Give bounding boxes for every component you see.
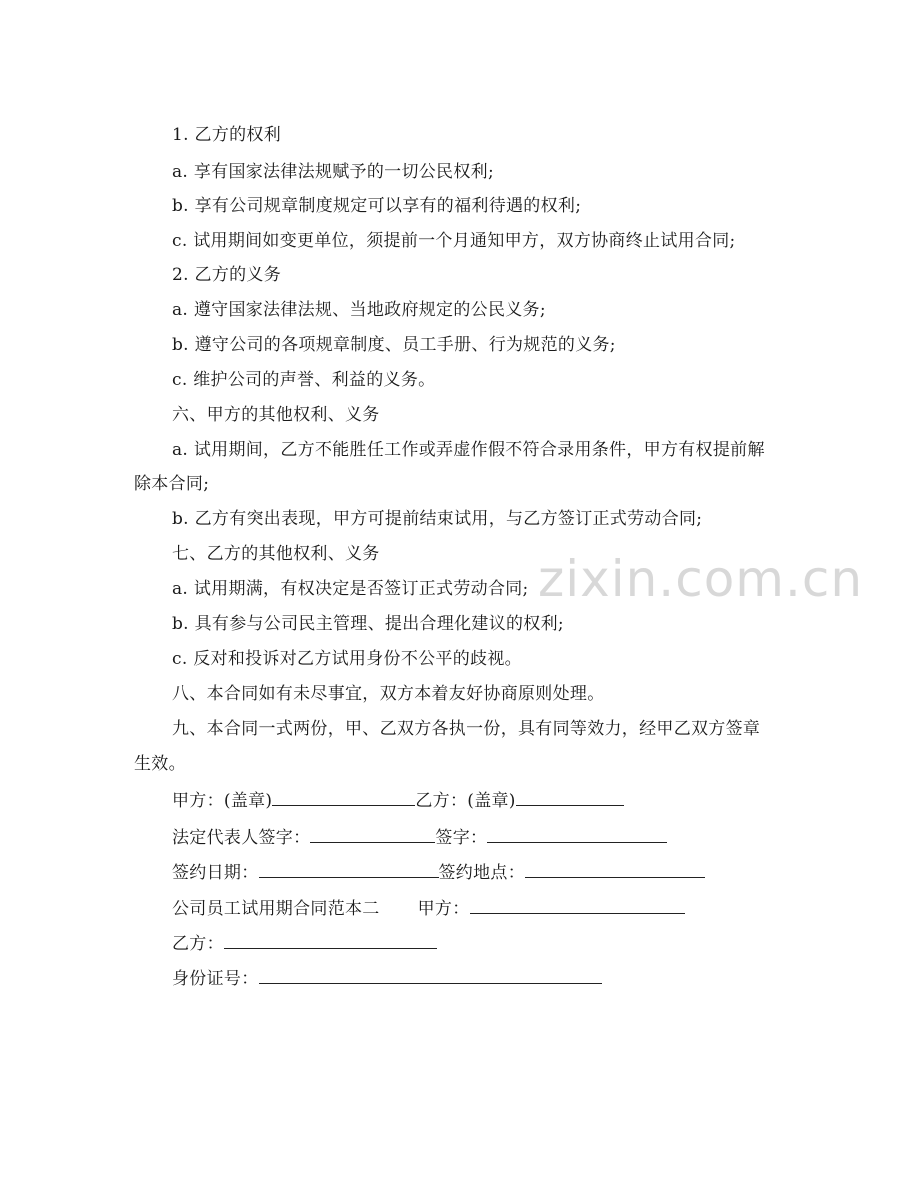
watermark: zixin.com.cn [538, 550, 864, 608]
sign-date-blank [259, 861, 439, 878]
clause-text: 九、本合同一式两份，甲、乙双方各执一份，具有同等效力，经甲乙双方签章 [172, 719, 761, 739]
sign-place-blank [525, 861, 705, 878]
clause-text: b. 具有参与公司民主管理、提出合理化建议的权利; [172, 614, 564, 634]
signature-row-date [172, 861, 705, 885]
party-a-seal-blank [272, 789, 415, 806]
template-two-title: 公司员工试用期合同范本二 [172, 899, 380, 919]
template-two-row [172, 897, 685, 921]
party-b-seal-blank [516, 789, 624, 806]
party-b-label: 乙方： [172, 934, 224, 954]
clause-text-continued: 生效。 [134, 754, 186, 774]
section-heading: 七、乙方的其他权利、义务 [172, 544, 380, 564]
party-b-seal-label: 乙方：(盖章) [415, 791, 516, 811]
legal-rep-sign-blank [310, 826, 435, 843]
clause-text: a. 享有国家法律法规赋予的一切公民权利; [172, 162, 494, 182]
sign-label: 签字： [435, 828, 488, 848]
party-a-blank [470, 897, 685, 914]
clause-text-continued: 除本合同; [134, 474, 210, 494]
clause-text: a. 遵守国家法律法规、当地政府规定的公民义务; [172, 300, 546, 320]
sign-date-label: 签约日期： [172, 863, 259, 883]
clause-text: c. 反对和投诉对乙方试用身份不公平的歧视。 [172, 649, 522, 669]
sign-place-label: 签约地点： [438, 863, 525, 883]
clause-text: b. 遵守公司的各项规章制度、员工手册、行为规范的义务; [172, 335, 616, 355]
signature-row-seal [172, 789, 624, 813]
clause-text: a. 试用期间，乙方不能胜任工作或弄虚作假不符合录用条件，甲方有权提前解 [172, 440, 765, 460]
id-number-row [172, 967, 602, 991]
legal-rep-sign-label: 法定代表人签字： [172, 828, 311, 848]
clause-text: 八、本合同如有未尽事宜，双方本着友好协商原则处理。 [172, 684, 605, 704]
section-heading: 2. 乙方的义务 [172, 265, 282, 285]
party-b-row [172, 932, 437, 956]
signature-row-sign [172, 826, 667, 850]
clause-text: b. 享有公司规章制度规定可以享有的福利待遇的权利; [172, 196, 582, 216]
party-b-blank [224, 932, 437, 949]
party-a-seal-label: 甲方：(盖章) [172, 791, 273, 811]
clause-text: a. 试用期满，有权决定是否签订正式劳动合同; [172, 579, 529, 599]
id-number-blank [259, 967, 602, 984]
clause-text: c. 试用期间如变更单位，须提前一个月通知甲方，双方协商终止试用合同; [172, 231, 736, 251]
id-number-label: 身份证号： [172, 969, 259, 989]
sign-blank [487, 826, 667, 843]
section-heading: 1. 乙方的权利 [172, 125, 282, 145]
party-a-label: 甲方： [417, 899, 470, 919]
section-heading: 六、甲方的其他权利、义务 [172, 405, 380, 425]
clause-text: c. 维护公司的声誉、利益的义务。 [172, 370, 436, 390]
clause-text: b. 乙方有突出表现，甲方可提前结束试用，与乙方签订正式劳动合同; [172, 509, 703, 529]
